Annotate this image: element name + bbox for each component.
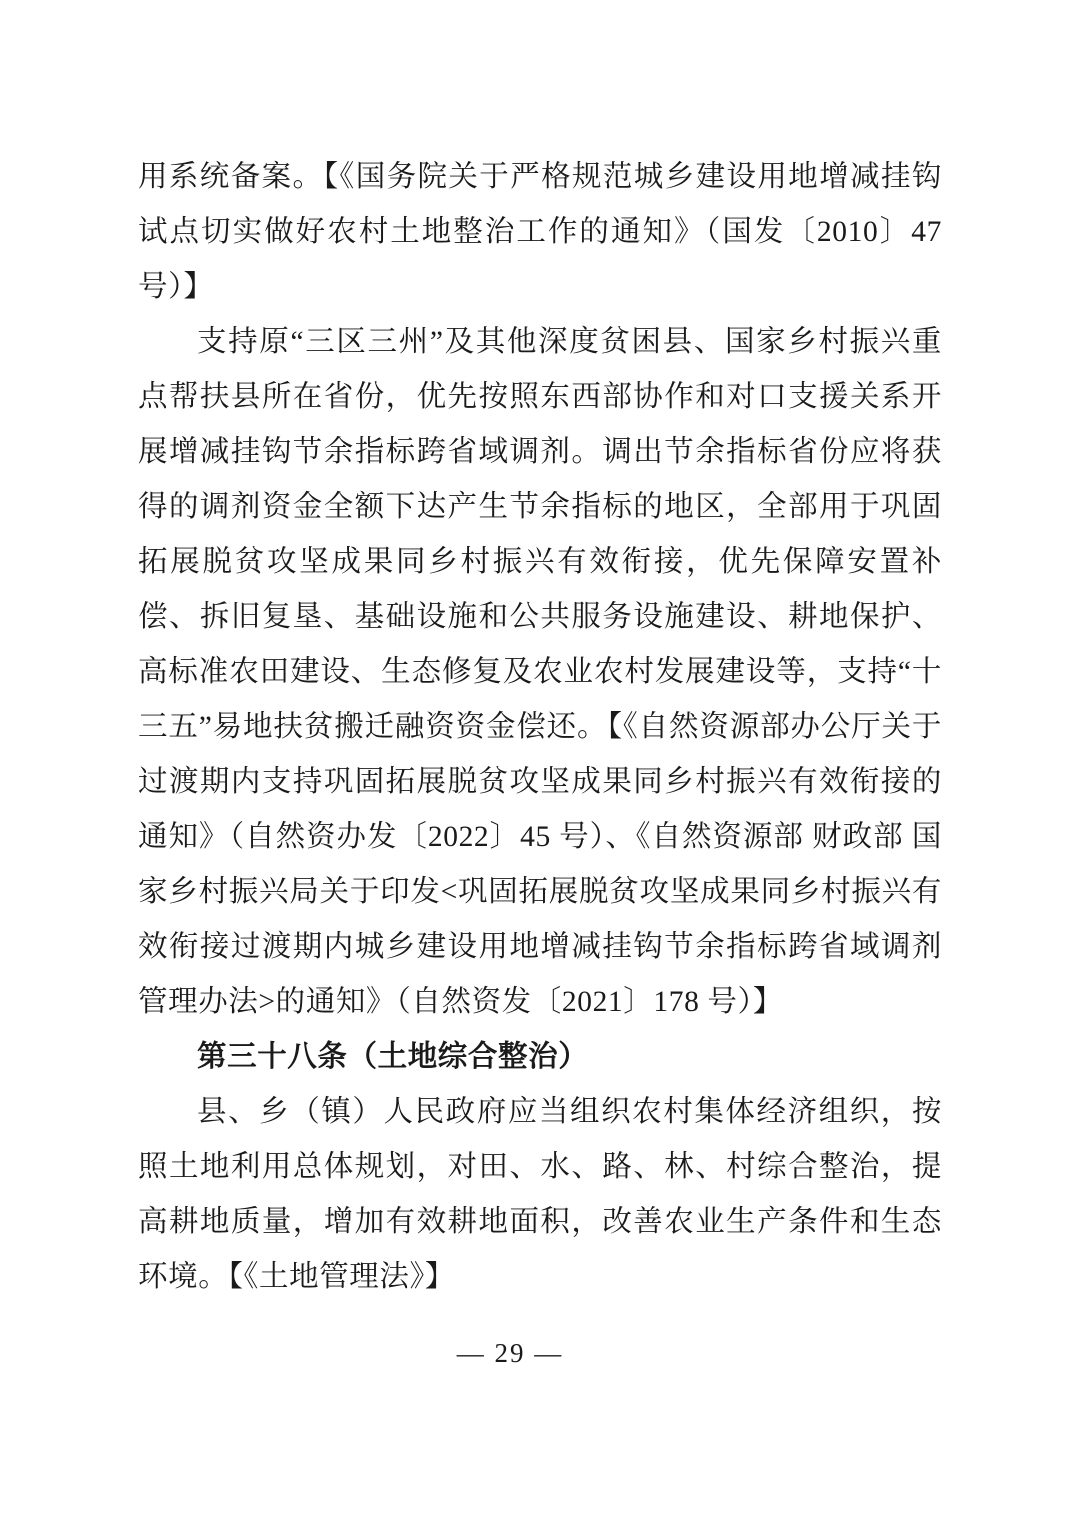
paragraph-2: 支持原“三区三州”及其他深度贫困县、国家乡村振兴重点帮扶县所在省份，优先按照东西部协作和对口支援关系开展增减挂钩节余指标跨省域调剂。调出节余指标省份应将获得的调剂资金全额下达产生节余指标的地区，全部用于巩固拓展脱贫攻坚成果同乡村振兴有效衔接，优先保障安置补偿、拆旧复垦、基础设施和公共服务设施建设、耕地保护、高标准农田建设、生态修复及农业农村发展建设等，支持“十三五”易地扶贫搬迁融资资金偿还。【《自然资源部办公厅关于过渡期内支持巩固拓展脱贫攻坚成果同乡村振兴有效衔接的通知》（自然资办发〔2022〕45 号）、《自然资源部 财政部 国家乡村振兴局关于印发<巩固拓展脱贫攻坚成果同乡村振兴有效衔接过渡期内城乡建设用地增减挂钩节余指标跨省域调剂管理办法>的通知》（自然资发〔2021〕178 号）】 — [138, 326, 942, 1018]
page-number: — 29 — — [456, 1338, 564, 1368]
paragraph-3: 县、乡（镇）人民政府应当组织农村集体经济组织，按照土地利用总体规划，对田、水、路、林、村综合整治，提高耕地质量，增加有效耕地面积，改善农业生产条件和生态环境。【《土地管理法》】 — [138, 1096, 942, 1293]
document-body — [138, 150, 942, 1305]
paragraph-1: 用系统备案。【《国务院关于严格规范城乡建设用地增减挂钩试点切实做好农村土地整治工作的通知》（国发〔2010〕47 号）】 — [138, 161, 942, 303]
section-heading-article-38: 第三十八条（土地综合整治） — [197, 1041, 589, 1073]
